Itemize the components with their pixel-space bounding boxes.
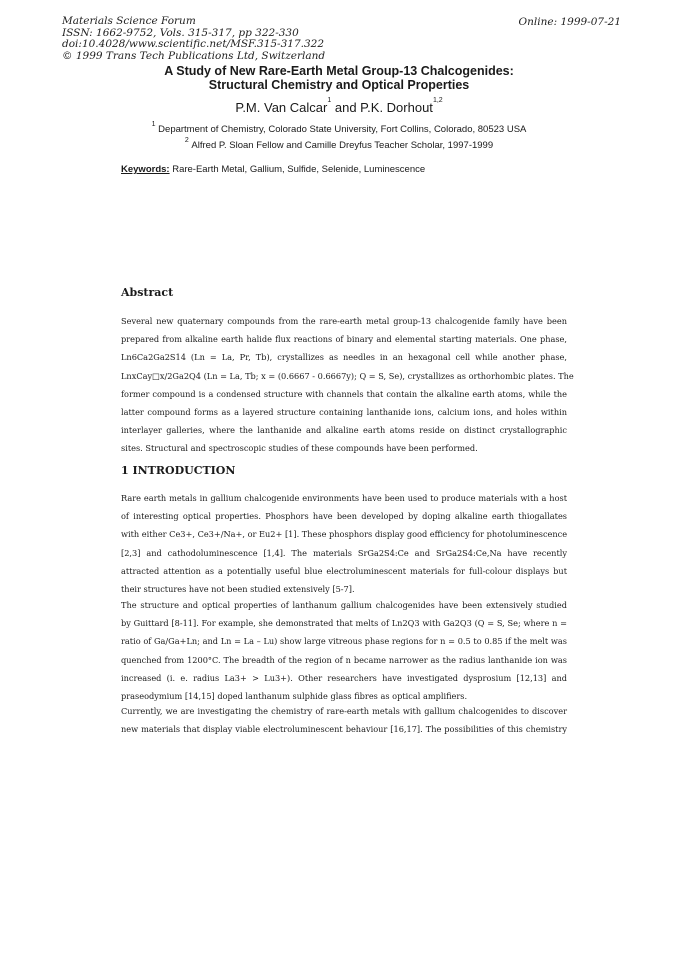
author-1-affil-mark: 1	[327, 97, 332, 104]
paragraph-line: increased (i. e. radius La3+ > Lu3+). Other researchers have investigated dysprosium [12,13] and	[121, 672, 567, 683]
paragraph-line: of interesting optical properties. Phosphors have been developed by doping alkaline earth thiogallates	[121, 511, 567, 522]
online-date: Online: 1999-07-21	[518, 16, 621, 28]
author-1: P.M. Van Calcar	[235, 100, 328, 115]
abstract-line: LnxCay□x/2Ga2Q4 (Ln = La, Tb; x = (0.6667 - 0.6667y); Q = S, Se), crystallizes as orthorhombic plates. The	[121, 370, 574, 381]
author-2: P.K. Dorhout	[360, 100, 433, 115]
abstract-line: sites. Structural and spectroscopic studies of these compounds have been performed.	[121, 443, 478, 454]
paragraph-line: with either Ce3+, Ce3+/Na+, or Eu2+ [1]. These phosphors display good efficiency for photoluminescence	[121, 529, 568, 540]
author-conjunction: and	[331, 100, 361, 115]
paragraph-line: Rare earth metals in gallium chalcogenide environments have been used to produce materials with a host	[121, 493, 567, 503]
intro-paragraph-3	[121, 702, 567, 738]
abstract-body	[121, 312, 574, 458]
affiliation-2-text: Alfred P. Sloan Fellow and Camille Dreyfus Teacher Scholar, 1997-1999	[191, 140, 494, 151]
paragraph-line: The structure and optical properties of lanthanum gallium chalcogenides have been extensively studied	[121, 600, 567, 610]
keywords-text: Rare-Earth Metal, Gallium, Sulfide, Selenide, Luminescence	[172, 164, 426, 175]
paper-title-line-1: A Study of New Rare-Earth Metal Group-13 Chalcogenides:	[164, 64, 514, 78]
issn-line: ISSN: 1662-9752, Vols. 315-317, pp 322-330	[62, 26, 299, 39]
intro-paragraph-1	[121, 489, 567, 598]
paragraph-line: ratio of Ga/Ga+Ln; and Ln = La – Lu) show large vitreous phase regions for n = 0.5 to 0.85 if the melt was	[121, 636, 567, 647]
affiliation-2-number: 2	[184, 137, 189, 144]
intro-paragraph-2	[121, 596, 567, 705]
affiliation-2	[0, 137, 678, 151]
author-2-affil-mark: 1,2	[432, 97, 443, 104]
paragraph-line: Currently, we are investigating the chemistry of rare-earth metals with gallium chalcogenides to discover	[121, 706, 567, 716]
paper-title-line-2: Structural Chemistry and Optical Properties	[208, 78, 470, 92]
paragraph-line: new materials that display viable electroluminescent behaviour [16,17]. The possibilities of this chemistry	[121, 724, 567, 735]
paragraph-line: their structures have not been studied extensively [5-7].	[121, 584, 355, 595]
paragraph-line: quenched from 1200°C. The breadth of the region of n became narrower as the radius lanthanide ion was	[121, 654, 567, 665]
abstract-line: Several new quaternary compounds from the rare-earth metal group-13 chalcogenide family have been	[121, 316, 567, 326]
abstract-heading: Abstract	[121, 286, 174, 299]
keywords	[121, 164, 425, 175]
author-list	[0, 97, 678, 115]
paragraph-line: attracted attention as a potentially useful blue electroluminescent materials for full-colour displays but	[121, 565, 567, 576]
abstract-line: interlayer galleries, where the lanthanide and alkaline earth atoms reside on distinct crystallographic	[121, 425, 567, 436]
paragraph-line: by Guittard [8-11]. For example, she demonstrated that melts of Ln2Q3 with Ga2Q3 (Q = S, Se; where n =	[121, 618, 567, 629]
abstract-line: Ln6Ca2Ga2S14 (Ln = La, Pr, Tb), crystallizes as needles in an hexagonal cell while another phase,	[121, 352, 567, 363]
abstract-line: former compound is a condensed structure with channels that contain the alkaline earth atoms, while the	[121, 388, 567, 399]
affiliation-1-text: Department of Chemistry, Colorado State University, Fort Collins, Colorado, 80523 USA	[158, 124, 527, 135]
copyright-line: © 1999 Trans Tech Publications Ltd, Switzerland	[62, 49, 326, 62]
abstract-line: prepared from alkaline earth halide flux reactions of binary and elemental starting materials. One phase,	[121, 334, 567, 345]
abstract-line: latter compound forms as a layered structure containing lanthanide ions, calcium ions, and holes within	[121, 407, 567, 418]
publication-metadata	[62, 16, 325, 62]
doi-line[interactable]: doi:10.4028/www.scientific.net/MSF.315-317.322	[62, 38, 325, 50]
paragraph-line: [2,3] and cathodoluminescence [1,4]. The materials SrGa2S4:Ce and SrGa2S4:Ce,Na have recently	[121, 547, 567, 558]
affiliation-1	[0, 121, 678, 135]
paragraph-line: praseodymium [14,15] doped lanthanum sulphide glass fibres as optical amplifiers.	[121, 691, 468, 702]
journal-name: Materials Science Forum	[62, 15, 196, 27]
keywords-label: Keywords:	[121, 164, 170, 175]
affiliation-1-number: 1	[151, 121, 156, 128]
introduction-heading: 1 INTRODUCTION	[121, 464, 236, 477]
